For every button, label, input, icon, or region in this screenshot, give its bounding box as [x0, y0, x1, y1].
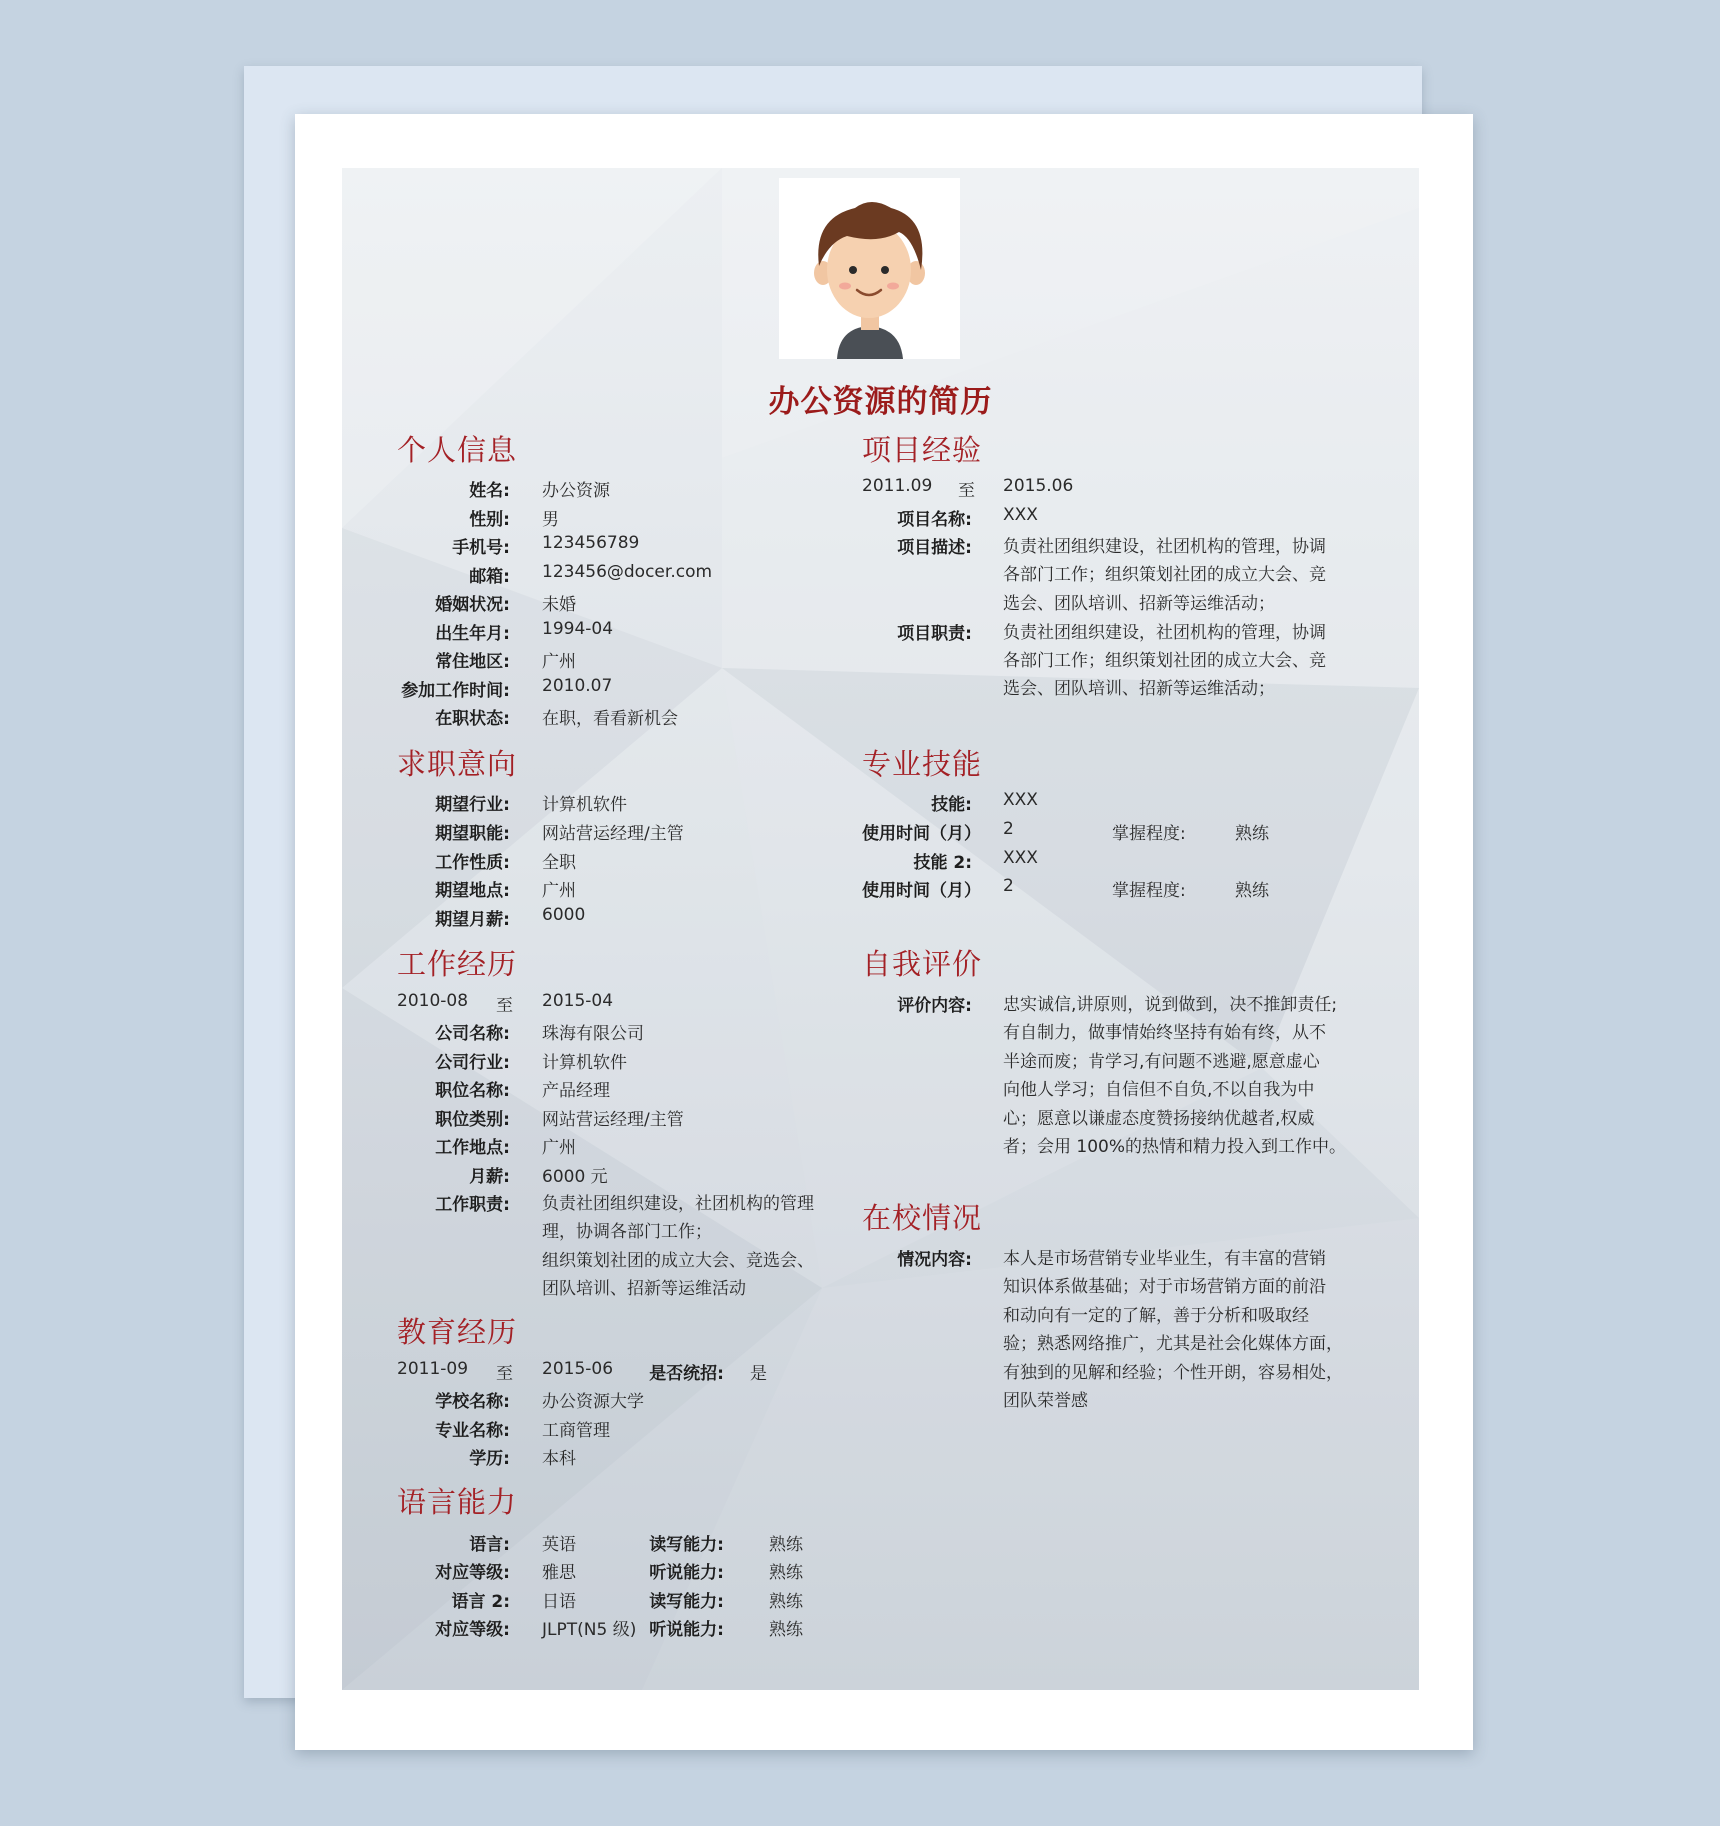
language-label-2: 听说能力: — [649, 1563, 724, 1583]
info-value: 2010.07 — [542, 675, 613, 696]
project-row — [342, 505, 1342, 533]
language-value-2: 熟练 — [769, 1620, 803, 1640]
section-title-self-eval: 自我评价 — [862, 947, 983, 981]
edu-value: 工商管理 — [542, 1421, 610, 1441]
info-value: 在职，看看新机会 — [542, 709, 678, 729]
language-row — [342, 1615, 862, 1643]
project-start-date: 2011.09 — [862, 476, 933, 496]
intent-label: 期望职能: — [435, 824, 510, 844]
project-duty-label: 项目职责: — [897, 623, 972, 644]
edu-value: 本科 — [542, 1449, 576, 1469]
work-row — [342, 1133, 862, 1161]
section-title-skills: 专业技能 — [862, 747, 983, 781]
skill-value: 2 — [1003, 876, 1014, 896]
work-row — [342, 1048, 862, 1076]
language-label-2: 听说能力: — [649, 1620, 724, 1640]
language-value: 日语 — [542, 1592, 576, 1612]
work-label: 职位类别: — [435, 1110, 510, 1130]
section-title-project: 项目经验 — [862, 433, 983, 467]
work-row — [342, 1162, 862, 1190]
skill-value: XXX — [1003, 848, 1038, 868]
edu-value: 办公资源大学 — [542, 1392, 644, 1412]
info-row — [342, 676, 862, 704]
intent-label: 工作性质: — [435, 853, 510, 873]
cartoon-boy-avatar-icon — [779, 178, 960, 359]
section-title-school: 在校情况 — [862, 1201, 983, 1235]
info-label: 婚姻状况: — [435, 595, 510, 615]
school-label: 情况内容: — [897, 1250, 972, 1270]
text-line: 本人是市场营销专业毕业生，有丰富的营销 — [1003, 1249, 1326, 1269]
text-line: 有独到的见解和经验；个性开朗，容易相处， — [1003, 1362, 1343, 1383]
info-label: 常住地区: — [435, 652, 510, 672]
intent-value: 计算机软件 — [542, 795, 627, 815]
skill-level-value: 熟练 — [1235, 881, 1269, 901]
text-line: 忠实诚信,讲原则，说到做到，决不推卸责任; — [1003, 995, 1338, 1015]
work-row — [342, 1019, 862, 1047]
skill-value: 2 — [1003, 819, 1014, 839]
info-row — [342, 590, 862, 618]
section-title-intent: 求职意向 — [397, 747, 518, 781]
info-label: 性别: — [469, 509, 510, 530]
text-line: 各部门工作；组织策划社团的成立大会、竞 — [1003, 565, 1326, 586]
email-value: 123456@docer.com — [542, 561, 713, 582]
text-line: 知识体系做基础；对于市场营销方面的前沿 — [1003, 1277, 1326, 1298]
skill-row — [342, 876, 1342, 904]
work-label: 公司名称: — [435, 1024, 510, 1044]
work-start-date: 2010-08 — [397, 991, 469, 1011]
info-row — [342, 562, 862, 590]
intent-row — [342, 905, 862, 933]
skill-value: XXX — [1003, 790, 1038, 810]
skill-level-label: 掌握程度: — [1112, 824, 1186, 844]
work-value: 网站营运经理/主管 — [542, 1110, 684, 1130]
edu-row — [342, 1444, 862, 1472]
skill-label: 技能: — [931, 795, 972, 815]
language-row — [342, 1587, 862, 1615]
work-label: 工作地点: — [435, 1138, 510, 1158]
project-date-separator: 至 — [958, 481, 975, 501]
info-label: 手机号: — [452, 538, 510, 558]
project-desc-text — [1003, 533, 1326, 618]
edu-row — [342, 1387, 862, 1415]
intent-label: 期望月薪: — [435, 910, 510, 930]
language-row — [342, 1530, 862, 1558]
text-line: 验；熟悉网络推广，尤其是社会化媒体方面， — [1003, 1334, 1343, 1355]
edu-label: 专业名称: — [435, 1421, 510, 1441]
text-line: 组织策划社团的成立大会、竞选会、 — [542, 1250, 814, 1271]
skill-label: 使用时间（月） — [862, 824, 981, 844]
skill-row — [342, 790, 1342, 818]
language-value-2: 熟练 — [769, 1592, 803, 1612]
text-line: 者；会用 100%的热情和精力投入到工作中。 — [1003, 1137, 1347, 1158]
language-label: 对应等级: — [435, 1620, 510, 1640]
info-value: 1994-04 — [542, 618, 614, 639]
language-label: 对应等级: — [435, 1563, 510, 1583]
work-value: 珠海有限公司 — [542, 1024, 644, 1044]
work-value: 6000 元 — [542, 1167, 608, 1187]
text-line: 各部门工作；组织策划社团的成立大会、竞 — [1003, 650, 1326, 671]
section-title-work: 工作经历 — [397, 947, 518, 981]
text-line: 和动向有一定的了解，善于分析和吸取经 — [1003, 1305, 1309, 1326]
text-line: 负责社团组织建设，社团机构的管理，协调 — [1003, 537, 1326, 557]
language-label-2: 读写能力: — [649, 1535, 724, 1555]
edu-start-date: 2011-09 — [397, 1359, 469, 1379]
work-label: 工作职责: — [435, 1195, 510, 1215]
language-row — [342, 1558, 862, 1586]
skill-level-label: 掌握程度: — [1112, 881, 1186, 901]
work-end-date: 2015-04 — [542, 991, 614, 1011]
skill-row — [342, 848, 1342, 876]
info-label: 邮箱: — [469, 566, 510, 587]
intent-label: 期望地点: — [435, 881, 510, 901]
work-value: 产品经理 — [542, 1081, 610, 1101]
text-line: 团队荣誉感 — [1003, 1391, 1088, 1412]
info-value: 广州 — [542, 652, 576, 672]
language-label-2: 读写能力: — [649, 1592, 724, 1612]
intent-value: 全职 — [542, 853, 576, 873]
text-line: 向他人学习；自信但不自负,不以自我为中 — [1003, 1080, 1315, 1101]
intent-value: 网站营运经理/主管 — [542, 824, 684, 844]
project-duty-text — [1003, 619, 1326, 704]
skill-row — [342, 819, 1342, 847]
edu-label: 学历: — [469, 1449, 510, 1469]
work-label: 职位名称: — [435, 1081, 510, 1101]
text-line: 有自制力，做事情始终坚持有始有终，从不 — [1003, 1023, 1326, 1044]
language-value: JLPT(N5 级) — [542, 1620, 637, 1640]
project-desc-label: 项目描述: — [897, 538, 972, 558]
text-line: 团队培训、招新等运维活动 — [542, 1279, 746, 1300]
project-name-label: 项目名称: — [897, 509, 972, 530]
project-end-date: 2015.06 — [1003, 476, 1074, 496]
info-value: 未婚 — [542, 595, 576, 615]
intent-label: 期望行业: — [435, 795, 510, 815]
project-date-row — [342, 476, 1342, 504]
section-title-language: 语言能力 — [397, 1485, 518, 1519]
work-row — [342, 1076, 862, 1104]
avatar — [779, 178, 960, 359]
info-label: 参加工作时间: — [401, 680, 510, 701]
info-value: 男 — [542, 509, 559, 530]
resume-page — [342, 168, 1419, 1690]
language-value-2: 熟练 — [769, 1563, 803, 1583]
edu-unified-value: 是 — [750, 1364, 767, 1384]
resume-title: 办公资源的简历 — [768, 384, 993, 420]
work-value: 计算机软件 — [542, 1053, 627, 1073]
language-value: 英语 — [542, 1535, 576, 1555]
language-label: 语言 2: — [451, 1592, 510, 1612]
text-line: 选会、团队培训、招新等运维活动； — [1003, 679, 1275, 700]
language-label: 语言: — [469, 1535, 510, 1555]
edu-date-separator: 至 — [496, 1364, 513, 1384]
skill-label: 技能 2: — [913, 853, 972, 873]
work-value: 广州 — [542, 1138, 576, 1158]
section-title-personal: 个人信息 — [397, 433, 518, 467]
info-value: 办公资源 — [542, 481, 610, 501]
intent-value: 广州 — [542, 881, 576, 901]
work-label: 月薪: — [469, 1167, 510, 1187]
text-line: 负责社团组织建设，社团机构的管理 — [542, 1194, 814, 1214]
work-date-separator: 至 — [496, 996, 513, 1016]
info-label: 在职状态: — [435, 709, 510, 729]
info-row — [342, 704, 862, 732]
work-row — [342, 1105, 862, 1133]
text-line: 负责社团组织建设，社团机构的管理，协调 — [1003, 622, 1326, 643]
section-title-education: 教育经历 — [397, 1315, 518, 1349]
language-value: 雅思 — [542, 1563, 576, 1583]
text-line: 心；愿意以谦虚态度赞扬接纳优越者,权威 — [1003, 1108, 1315, 1129]
info-label: 出生年月: — [435, 623, 510, 644]
text-line: 选会、团队培训、招新等运维活动； — [1003, 593, 1275, 614]
work-label: 公司行业: — [435, 1053, 510, 1073]
info-label: 姓名: — [469, 481, 510, 501]
edu-unified-label: 是否统招: — [649, 1364, 724, 1384]
self-eval-text — [1003, 991, 1346, 1161]
info-value: 123456789 — [542, 533, 640, 553]
edu-row — [342, 1416, 862, 1444]
skill-level-value: 熟练 — [1235, 824, 1269, 844]
text-line: 理，协调各部门工作； — [542, 1222, 712, 1243]
school-text — [1003, 1245, 1343, 1415]
edu-end-date: 2015-06 — [542, 1359, 614, 1379]
self-eval-label: 评价内容: — [897, 996, 972, 1016]
skill-label: 使用时间（月） — [862, 881, 981, 901]
edu-date-row — [342, 1359, 862, 1387]
project-name-value: XXX — [1003, 504, 1038, 525]
text-line: 半途而废；肯学习,有问题不逃避,愿意虚心 — [1003, 1051, 1320, 1072]
edu-label: 学校名称: — [435, 1392, 510, 1412]
language-value-2: 熟练 — [769, 1535, 803, 1555]
intent-value: 6000 — [542, 905, 586, 925]
info-row — [342, 647, 862, 675]
